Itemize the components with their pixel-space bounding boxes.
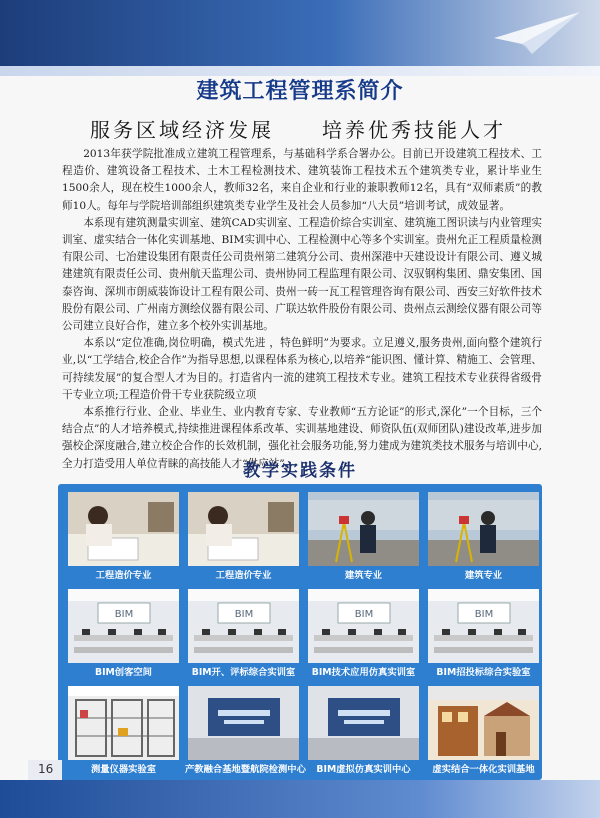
practice-caption: BIM技术应用仿真实训室 [311,667,416,678]
practice-tile [185,683,306,779]
practice-photo [68,686,179,760]
svg-text:BIM: BIM [234,609,254,620]
practice-tile [185,489,302,585]
practice-photo [68,589,179,663]
practice-caption: 工程造价专业 [215,570,272,581]
intro-body [62,146,542,473]
practice-tile [65,586,182,682]
intro-paragraph: 2013年获学院批准成立建筑工程管理系，与基础科学系合署办公。目前已开设建筑工程技术、工程造价、建筑设备工程技术、土木工程检测技术、建筑装饰工程技术五个建筑类专业，累计毕业生1500余人，现在校生1000余人，教师32名，来自企业和行业的兼职教师12名，具有“双师素质”的教师10人。每年与学院培训部组织建筑类专业学生及社会人员参加“八大员”培训考试，成效显著。 [62,148,542,212]
practice-caption: 测量仪器实验室 [90,764,157,775]
practice-tile [65,489,182,585]
intro-paragraph: 本系以“定位准确,岗位明确，模式先进 ，特色鲜明”为要求。立足遵义,服务贵州,面向整个建筑行业,以“工学结合,校企合作”为指导思想,以课程体系为核心,以培养“能识图、懂计算、精施工、会管理、可持续发展”的复合型人才为目的。打造省内一流的建筑工程技术专业。建筑工程技术专业获得省级骨干专业立项;工程造价骨干专业获院级立项 [62,337,542,401]
practice-photo [308,686,419,760]
practice-tile [185,586,302,682]
practice-photo [308,492,419,566]
practice-caption: BIM开、评标综合实训室 [191,667,296,678]
svg-text:BIM: BIM [354,609,374,620]
practice-photo [428,492,539,566]
svg-text:BIM: BIM [114,609,134,620]
practice-caption: 建筑专业 [464,570,503,581]
paper-plane-icon [492,8,582,56]
practice-caption: 虚实结合一体化实训基地 [432,764,535,775]
page-title: 建筑工程管理系简介 [196,79,404,104]
practice-tile [425,683,542,779]
practice-photo [428,686,539,760]
slogan-right: 培养优秀技能人才 [322,118,506,142]
practice-tile [65,683,182,779]
practice-gallery [58,484,542,780]
practice-photo [188,589,299,663]
practice-photo [428,589,539,663]
practice-tile [425,586,542,682]
practice-caption: BIM招投标综合实验室 [436,667,531,678]
practice-tile [305,683,422,779]
intro-paragraph: 本系推行行业、企业、毕业生、业内教育专家、专业教师“五方论证”的形式,深化”一个目标，三个结合点”的人才培养模式,持续推进课程体系改革、实训基地建设、师资队伍(双师团队)建设改革,进步加强校企深度融合,建立校企合作的长效机制，强化社会服务功能,努力建成为建筑类技术服务与培训中心,全力打造受用人单位青睐的高技能人才“供应站”。 [62,406,542,470]
practice-tile [305,489,422,585]
practice-photo [188,492,299,566]
slogan-left: 服务区域经济发展 [90,118,274,142]
practice-tile [305,586,422,682]
page-number: 16 [38,762,54,776]
intro-paragraph: 本系现有建筑测量实训室、建筑CAD实训室、工程造价综合实训室、建筑施工图识读与内业管理实训室、虚实结合一体化实训基地、BIM实训中心、工程检测中心等多个实训室。贵州允正工程质量检测有限公司、七冶建设集团有限责任公司贵州第二建筑分公司、贵州深港中天建设设计有限公司、遵义城建建筑有限责任公司、贵州航天监理公司、贵州协同工程监理有限公司、汉驭钢构集团、鼎安集团、国泰咨询、深圳市朗威装饰设计工程有限公司、贵州一砖一瓦工程管理咨询有限公司、西安三好软件技术股份有限公司、广州南方测绘仪器有限公司、广联达软件股份有限公司、贵州点云测绘仪器有限公司等公司建立良好合作，建立多个校外实训基地。 [62,216,542,333]
practice-photo [308,589,419,663]
practice-caption: 建筑专业 [344,570,383,581]
practice-caption: 工程造价专业 [95,570,152,581]
practice-photo [188,686,299,760]
practice-caption: 产教融合基地暨航院检测中心 [185,764,306,775]
practice-caption: BIM虚拟仿真实训中心 [316,764,411,775]
practice-photo [68,492,179,566]
section-title-practice: 教学实践条件 [243,461,357,481]
practice-tile [425,489,542,585]
svg-text:BIM: BIM [474,609,494,620]
practice-caption: BIM创客空间 [95,667,152,678]
footer-banner [0,780,600,818]
